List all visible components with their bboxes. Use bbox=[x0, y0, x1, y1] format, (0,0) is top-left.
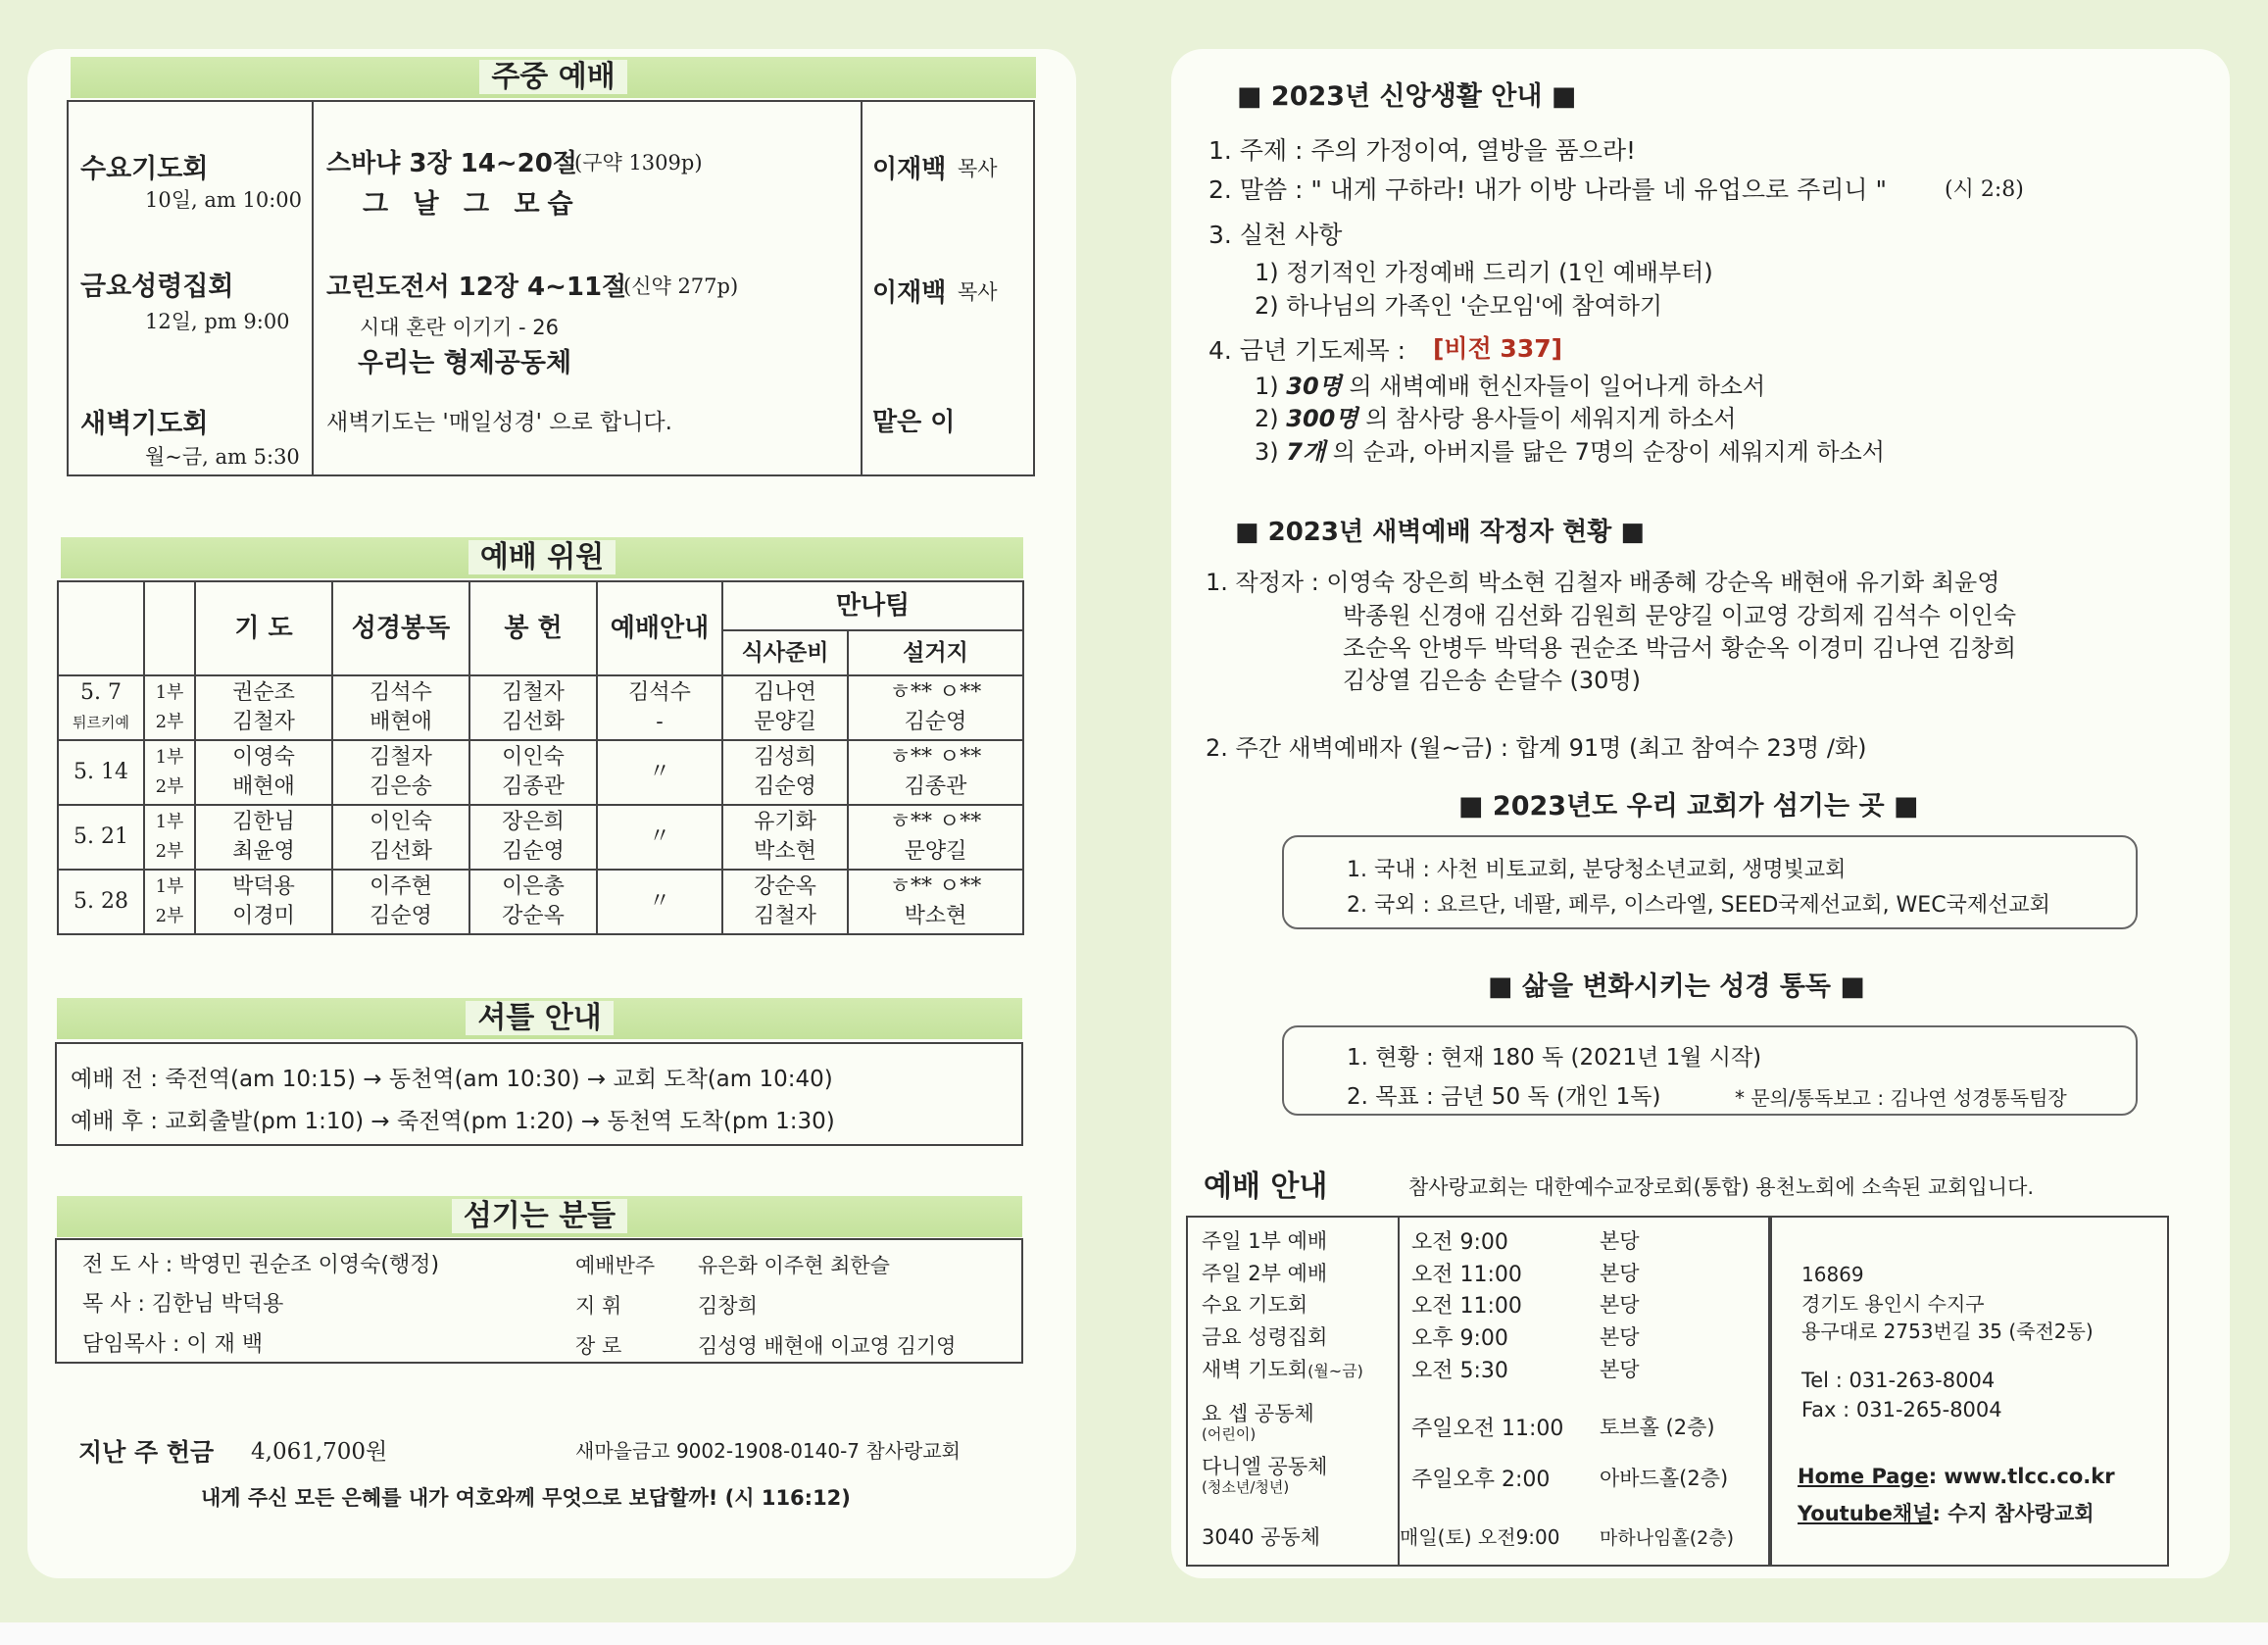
address-2: 용구대로 2753번길 35 (죽전2동) bbox=[1801, 1320, 2094, 1343]
fri-time: 12일, pm 9:00 bbox=[145, 310, 290, 333]
head-offering: 봉 헌 bbox=[469, 581, 597, 675]
faith-theme: 1. 주제 : 주의 가정이여, 열방을 품으라! bbox=[1208, 136, 1637, 165]
duty-header: 예배 위원 bbox=[61, 537, 1023, 578]
goal-1: 1) 30명 의 새벽예배 헌신자들이 일어나게 하소서 bbox=[1255, 373, 1766, 400]
bible-contact: * 문의/통독보고 : 김나연 성경통독팀장 bbox=[1735, 1086, 2067, 1110]
zip-code: 16869 bbox=[1801, 1263, 1864, 1286]
evangelists: 전 도 사 : 박영민 권순조 이영숙(행정) bbox=[82, 1253, 440, 1277]
tel: Tel : 031-263-8004 bbox=[1801, 1369, 1996, 1392]
faith-practice: 3. 실천 사항 bbox=[1208, 221, 1343, 249]
dawnlog-title: ■ 2023년 새벽예배 작정자 현황 ■ bbox=[1235, 518, 1645, 547]
head-meal: 식사준비 bbox=[722, 630, 848, 675]
shuttle-header: 셔틀 안내 bbox=[57, 998, 1022, 1039]
offering-amount: 4,061,700원 bbox=[251, 1439, 388, 1465]
duty-row: 5. 14 1부 2부 이영숙 배현애 김철자 김은송 이인숙 김종관 〃 김성희 김순영 ㅎ** ㅇ** 김종관 bbox=[58, 740, 1023, 805]
shuttle-after: 예배 후 : 교회출발(pm 1:10) → 죽전역(pm 1:20) → 동천역 도착(pm 1:30) bbox=[71, 1109, 835, 1134]
dawn-name: 새벽기도회 bbox=[80, 409, 209, 439]
bible-title: ■ 삶을 변화시키는 성경 통독 ■ bbox=[1488, 972, 1865, 1002]
goal-2: 2) 300명 의 참사랑 용사들이 세워지게 하소서 bbox=[1255, 405, 1737, 432]
senior-pastor: 담임목사 : 이 재 백 bbox=[82, 1332, 264, 1357]
dawnlog-line-2: 박종원 신경애 김선화 김원희 문양길 이교영 강희제 김석수 이인숙 bbox=[1343, 602, 2016, 629]
fri-series: 시대 혼란 이기기 - 26 bbox=[360, 316, 560, 339]
wed-leader: 이재백 bbox=[872, 155, 947, 184]
wed-time: 10일, am 10:00 bbox=[145, 188, 302, 212]
accompanists: 유은화 이주현 최한슬 bbox=[698, 1254, 890, 1277]
vision-337: [비전 337] bbox=[1433, 334, 1563, 363]
faith-title: ■ 2023년 신앙생활 안내 ■ bbox=[1237, 81, 1577, 112]
faith-word: 2. 말씀 : " 내게 구하라! 내가 이방 나라를 네 유업으로 주리니 " bbox=[1208, 175, 1887, 204]
accompanist-label: 예배반주 bbox=[575, 1254, 656, 1277]
mission-domestic: 1. 국내 : 사천 비토교회, 분당청소년교회, 생명빛교회 bbox=[1347, 858, 1847, 882]
address-1: 경기도 용인시 수지구 bbox=[1801, 1292, 1985, 1316]
wed-ref: 스바냐 3장 14~20절 bbox=[326, 149, 577, 178]
head-team: 만나팀 bbox=[722, 581, 1023, 630]
church-affiliation: 참사랑교회는 대한예수교장로회(통합) 용천노회에 소속된 교회입니다. bbox=[1408, 1175, 2035, 1199]
servers-header: 섬기는 분들 bbox=[57, 1196, 1022, 1237]
elders-label: 장 로 bbox=[575, 1334, 622, 1358]
practice-1: 1) 정기적인 가정예배 드리기 (1인 예배부터) bbox=[1255, 259, 1713, 286]
dawnlog-line-3: 조순옥 안병두 박덕용 권순조 박금서 황순옥 이경미 김나연 김창희 bbox=[1343, 634, 2016, 662]
fri-leader: 이재백 bbox=[872, 278, 947, 308]
dawn-note: 새벽기도는 '매일성경' 으로 합니다. bbox=[326, 410, 672, 435]
fri-ref: 고린도전서 12장 4~11절 bbox=[326, 273, 627, 302]
service-title: 예배 안내 bbox=[1204, 1170, 1328, 1204]
offering-label: 지난 주 헌금 bbox=[78, 1438, 215, 1467]
homepage[interactable]: Home Page: www.tlcc.co.kr bbox=[1798, 1465, 2115, 1488]
weekly-header: 주중 예배 bbox=[71, 57, 1036, 98]
conductor: 김창희 bbox=[698, 1294, 758, 1318]
head-scripture: 성경봉독 bbox=[332, 581, 469, 675]
duty-row: 5. 28 1부 2부 박덕용 이경미 이주현 김순영 이은총 강순옥 〃 강순옥 김철자 ㅎ** ㅇ** 박소현 bbox=[58, 870, 1023, 934]
practice-2: 2) 하나님의 가족인 '순모임'에 참여하기 bbox=[1255, 292, 1663, 320]
shuttle-before: 예배 전 : 죽전역(am 10:15) → 동천역(am 10:30) → 교회 도착(am 10:40) bbox=[71, 1067, 833, 1092]
pastors: 목 사 : 김한님 박덕용 bbox=[82, 1292, 284, 1317]
fri-ref-note: (신약 277p) bbox=[623, 274, 739, 298]
fri-name: 금요성령집회 bbox=[80, 272, 234, 302]
offering-account: 새마을금고 9002-1908-0140-7 참사랑교회 bbox=[575, 1439, 961, 1463]
youtube-channel[interactable]: Youtube채널: 수지 참사랑교회 bbox=[1798, 1502, 2095, 1525]
head-dish: 설거지 bbox=[848, 630, 1023, 675]
dawn-time: 월~금, am 5:30 bbox=[145, 445, 300, 469]
dawn-leader: 맡은 이 bbox=[872, 408, 956, 437]
bible-goal: 2. 목표 : 금년 50 독 (개인 1독) bbox=[1347, 1084, 1661, 1110]
fri-sermon: 우리는 형제공동체 bbox=[358, 348, 572, 378]
dawnlog-line-4: 김상열 김은송 손달수 (30명) bbox=[1343, 667, 1641, 694]
duty-table bbox=[57, 580, 1024, 935]
faith-prayer: 4. 금년 기도제목 : bbox=[1208, 336, 1406, 365]
fri-role: 목사 bbox=[958, 280, 998, 304]
bible-verse: 내게 주신 모든 은혜를 내가 여호와께 무엇으로 보답할까! (시 116:12) bbox=[201, 1486, 851, 1510]
scan-edge bbox=[0, 1622, 2268, 1645]
bible-status: 1. 현황 : 현재 180 독 (2021년 1월 시작) bbox=[1347, 1045, 1762, 1071]
head-guide: 예배안내 bbox=[597, 581, 722, 675]
mission-title: ■ 2023년도 우리 교회가 섬기는 곳 ■ bbox=[1458, 791, 1919, 822]
duty-row: 5. 7 튀르키예 1부 2부 권순조 김철자 김석수 배현애 김철자 김선화 김석수 - 김나연 문양길 ㅎ** ㅇ** 김순영 bbox=[58, 675, 1023, 740]
elders: 김성영 배현애 이교영 김기영 bbox=[698, 1334, 957, 1358]
dawnlog-line-1: 1. 작정자 : 이영숙 장은희 박소현 김철자 배종혜 강순옥 배현애 유기화 최윤영 bbox=[1206, 569, 2000, 596]
goal-3: 3) 7개 의 순과, 아버지를 닮은 7명의 순장이 세워지게 하소서 bbox=[1255, 438, 1885, 466]
wed-role: 목사 bbox=[958, 157, 998, 180]
faith-word-ref: (시 2:8) bbox=[1945, 177, 2024, 202]
wed-name: 수요기도회 bbox=[80, 154, 209, 184]
head-prayer: 기 도 bbox=[195, 581, 332, 675]
conductor-label: 지 휘 bbox=[575, 1294, 622, 1318]
wed-sermon: 그 날 그 모습 bbox=[363, 189, 581, 220]
wed-ref-note: (구약 1309p) bbox=[574, 151, 703, 174]
mission-foreign: 2. 국외 : 요르단, 네팔, 페루, 이스라엘, SEED국제선교회, WEC국제선교회 bbox=[1347, 893, 2050, 918]
dawnlog-weekly: 2. 주간 새벽예배자 (월~금) : 합계 91명 (최고 참여수 23명 /화) bbox=[1206, 734, 1867, 762]
duty-row: 5. 21 1부 2부 김한님 최윤영 이인숙 김선화 장은희 김순영 〃 유기화 박소현 ㅎ** ㅇ** 문양길 bbox=[58, 805, 1023, 870]
fax: Fax : 031-265-8004 bbox=[1801, 1398, 2002, 1421]
